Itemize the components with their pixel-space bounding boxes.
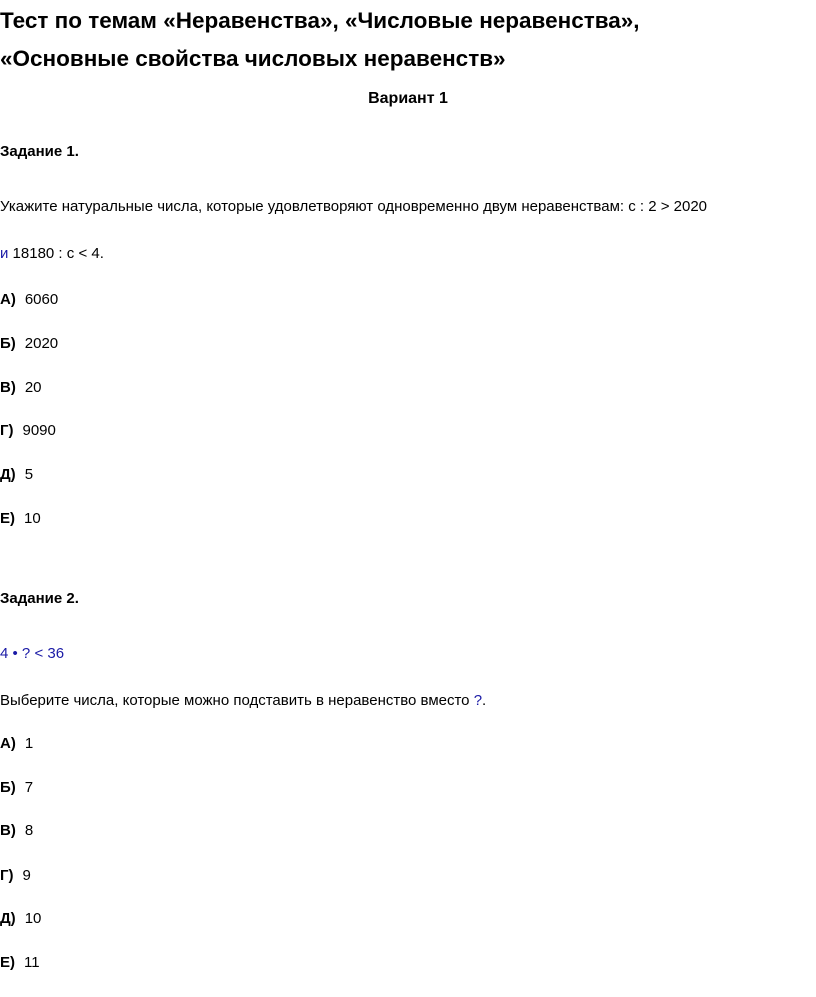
document-title (0, 2, 800, 78)
task-2-expression: 4 • ? < 36 (0, 645, 65, 662)
task-2-option-e (0, 952, 40, 974)
task-2-option-b (0, 777, 33, 799)
option-value: 11 (24, 954, 40, 971)
task-2-instruction: Выберите числа, которые можно подставить в неравенство вместо (0, 692, 474, 709)
title-line-2: «Основные свойства числовых неравенств» (0, 46, 506, 71)
option-value: 9090 (22, 422, 56, 439)
option-letter: В) (0, 822, 16, 839)
option-letter: Г) (0, 422, 14, 439)
option-letter: Г) (0, 867, 14, 884)
task-2-placeholder-mark: ? (473, 692, 483, 709)
task-2-option-d (0, 908, 41, 930)
task-1-condition: 18180 : с < 4. (8, 245, 104, 262)
task-1-conjunction: и (0, 245, 9, 262)
option-letter: А) (0, 291, 16, 308)
option-value: 10 (24, 510, 41, 527)
option-value: 5 (24, 466, 34, 483)
task-1-text-line-2 (0, 243, 104, 265)
option-letter: Е) (0, 954, 15, 971)
task-2-option-g (0, 865, 31, 887)
task-1-heading: Задание 1. (0, 143, 79, 160)
option-value: 9 (22, 867, 31, 884)
task-2-period: . (482, 692, 487, 709)
option-value: 6060 (24, 291, 59, 308)
task-1-option-a (0, 289, 58, 311)
task-2-heading: Задание 2. (0, 590, 79, 607)
task-1-option-e (0, 508, 41, 530)
option-letter: В) (0, 379, 16, 396)
task-1-option-v (0, 377, 42, 399)
title-line-1: Тест по темам «Неравенства», «Числовые неравенства», (0, 8, 640, 33)
task-2-option-v (0, 820, 33, 842)
option-letter: Д) (0, 466, 16, 483)
option-value: 1 (24, 735, 34, 752)
task-2-option-a (0, 733, 33, 755)
option-letter: Б) (0, 335, 16, 352)
option-value: 7 (24, 779, 34, 796)
variant-heading: Вариант 1 (368, 90, 448, 107)
task-1-option-b (0, 333, 58, 355)
task-2-text (0, 690, 486, 712)
option-value: 10 (24, 910, 42, 927)
option-letter: Е) (0, 510, 15, 527)
option-letter: А) (0, 735, 16, 752)
option-value: 20 (24, 379, 42, 396)
task-1-option-g (0, 420, 56, 442)
option-letter: Д) (0, 910, 16, 927)
task-1-text-line-1: Укажите натуральные числа, которые удовлетворяют одновременно двум неравенствам: с : 2 > 2020 (0, 198, 708, 215)
option-value: 8 (24, 822, 34, 839)
task-1-option-d (0, 464, 33, 486)
option-value: 2020 (24, 335, 59, 352)
option-letter: Б) (0, 779, 16, 796)
